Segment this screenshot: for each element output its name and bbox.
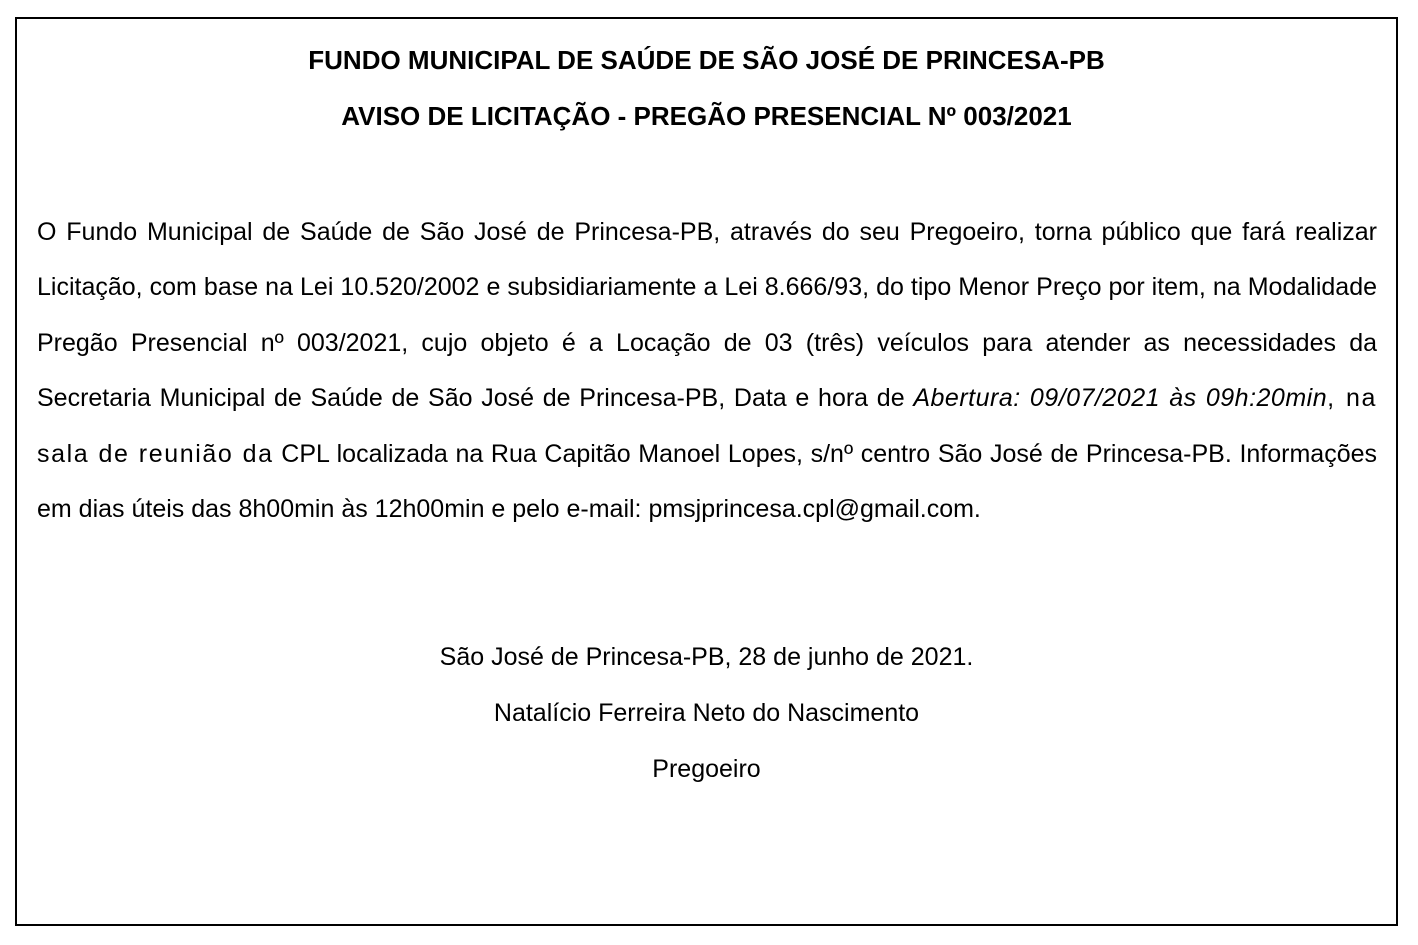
- notice-body: [37, 205, 1377, 537]
- notice-body-location: , na sala de reunião da: [37, 384, 1377, 468]
- notice-body-details: CPL localizada na Rua Capitão Manoel Lopes, s/nº centro São José de Princesa-PB. Informações em dias úteis das 8h00min às 12h00min e pelo e-mail: pmsjprincesa.cpl@gmail.com.: [37, 439, 1377, 524]
- notice-body-intro: O Fundo Municipal de Saúde de São José de Princesa-PB, através do seu Pregoeiro, torna público que fará realizar Licitação, com base na Lei 10.520/2002 e subsidiariamente a Lei 8.666/93, do tipo Menor Preço por item, na Modalidade Pregão Presencial nº 003/2021, cujo objeto é a Locação de 03 (três) veículos para atender as necessidades da Secretaria Municipal de Saúde de São José de Princesa-PB, Data e hora de: [37, 218, 1377, 413]
- signature-role: Pregoeiro: [652, 755, 761, 783]
- notice-subtitle: AVISO DE LICITAÇÃO - PREGÃO PRESENCIAL Nº 003/2021: [341, 101, 1072, 131]
- notice-title: FUNDO MUNICIPAL DE SAÚDE DE SÃO JOSÉ DE PRINCESA-PB: [308, 45, 1105, 75]
- signature-place-date: São José de Princesa-PB, 28 de junho de 2021.: [439, 643, 974, 671]
- opening-datetime: Abertura: 09/07/2021 às 09h:20min: [913, 384, 1328, 413]
- notice-frame: [15, 17, 1398, 926]
- signature-name: Natalício Ferreira Neto do Nascimento: [493, 699, 920, 727]
